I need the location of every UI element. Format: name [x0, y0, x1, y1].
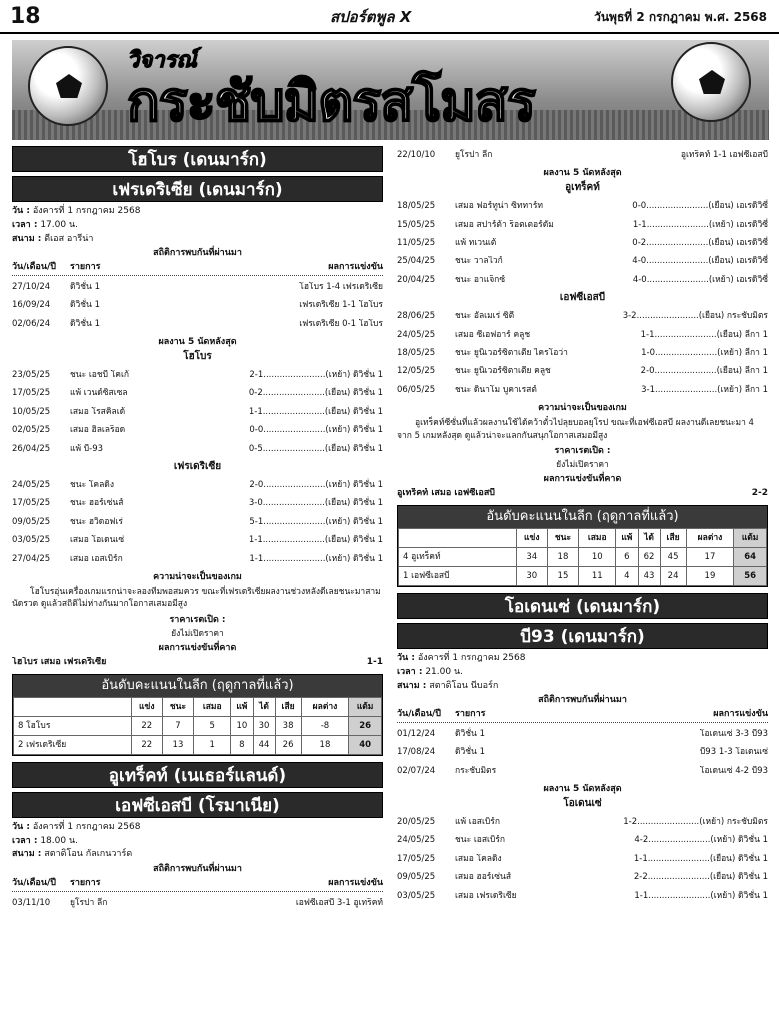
predict-title: ผลการแข่งขันที่คาด [543, 474, 622, 485]
match-venue: สนาม : สตาดิโอน กัลเกนวาร์ด [12, 849, 133, 860]
home-form-title: โอเดนเซ่ [563, 797, 602, 809]
analysis-text: อูเทร็คท์ซีซั่นที่แล้วผลงานใช้ได้คว้าตั๋วไปลุยบอลยุโรป ขณะที่เอฟซีเอสบี ผลงานดีเลยชนะมา 4 จาก 5 เกมหลังสุด ดูแล้วน่าจะแลกกันสนุกโอกาสเสมอมีสูง [397, 417, 754, 441]
away-team-bar: บี93 (เดนมาร์ก) [397, 623, 768, 649]
odds-title: ราคาเรตเปิด : [169, 615, 226, 626]
league-table [397, 505, 768, 587]
h2h-row: 27/10/24 ดิวิชั่น 1 โฮโบร 1-4 เฟรเดริเซีย [12, 282, 383, 293]
league-table-row: 8 โฮโบร 22 7 5 10 30 38 -8 26 [14, 716, 382, 735]
left-column [12, 146, 383, 912]
h2h-row: 01/12/24 ดิวิชั่น 1 โอเดนเซ่ 3-3 บี93 [397, 729, 768, 740]
form-row: 18/05/25 ชนะ ยูนิเวอร์ซิตาเตีย ไครโอว่า 1-0.......................(เหย้า) ลีกา 1 [397, 348, 768, 359]
form-row: 27/04/25 เสมอ เอสเบิร์ก 1-1.......................(เหย้า) ดิวิชั่น 1 [12, 553, 383, 564]
home-team-bar: โฮโบร (เดนมาร์ก) [12, 146, 383, 172]
form-row: 17/05/25 เสมอ โคลดิ้ง 1-1.......................(เยือน) ดิวิชั่น 1 [397, 853, 768, 864]
odds-title: ราคาเรตเปิด : [554, 446, 611, 457]
h2h-title: สถิติการพบกันที่ผ่านมา [153, 864, 242, 875]
form-row: 03/05/25 เสมอ โอเดนเซ่ 1-1.......................(เยือน) ดิวิชั่น 1 [12, 535, 383, 546]
h2h-title: สถิติการพบกันที่ผ่านมา [538, 695, 627, 706]
h2h-header: วัน/เดือน/ปี รายการ ผลการแข่งขัน [397, 709, 768, 723]
analysis-title: ความน่าจะเป็นของเกม [153, 571, 242, 582]
h2h-row: 02/07/24 กระชับมิตร โอเดนเซ่ 4-2 บี93 [397, 765, 768, 776]
match-day: วัน : อังคารที่ 1 กรกฎาคม 2568 [12, 206, 141, 216]
form-row: 17/05/25 แพ้ เวนด์ซิสเซล 0-2.......................(เยือน) ดิวิชั่น 1 [12, 388, 383, 399]
predict-title: ผลการแข่งขันที่คาด [158, 643, 237, 654]
home-form-title: อูเทร็คท์ [565, 182, 600, 194]
match-time: เวลา : 17.00 น. [12, 219, 78, 230]
form-row: 20/05/25 แพ้ เอสเบิร์ก 1-2.......................(เหย้า) กระชับมิตร [397, 817, 768, 828]
h2h-header: วัน/เดือน/ปี รายการ ผลการแข่งขัน [12, 878, 383, 892]
page-number: 18 [10, 4, 41, 29]
h2h-header: วัน/เดือน/ปี รายการ ผลการแข่งขัน [12, 262, 383, 276]
form-row: 24/05/25 เสมอ ซีเอฟอาร์ คลูช 1-1.......................(เยือน) ลีกา 1 [397, 329, 768, 340]
home-team-bar: โอเดนเซ่ (เดนมาร์ก) [397, 593, 768, 619]
brand-logo: สปอร์ตพูล X [330, 8, 412, 26]
league-table-row: 2 เฟรเดริเซีย 22 13 1 8 44 26 18 40 [14, 735, 382, 754]
soccer-ball-icon [28, 46, 108, 126]
form-row: 26/04/25 แพ้ บี-93 0-5.......................(เยือน) ดิวิชั่น 1 [12, 443, 383, 454]
h2h-row: 16/09/24 ดิวิชั่น 1 เฟรเดริเซีย 1-1 โฮโบร [12, 300, 383, 311]
away-team-bar: เฟรเดริเซีย (เดนมาร์ก) [12, 176, 383, 202]
form-row: 02/05/25 เสมอ ฮิลเลร็อด 0-0.......................(เหย้า) ดิวิชั่น 1 [12, 425, 383, 436]
match-time: เวลา : 18.00 น. [12, 835, 78, 846]
soccer-ball-icon [671, 42, 751, 122]
form-row: 09/05/25 เสมอ ฮอร์เซ่นส์ 2-2.......................(เยือน) ดิวิชั่น 1 [397, 872, 768, 883]
form-row: 11/05/25 แพ้ ทเวนเต้ 0-2.......................(เยือน) เอเรดิวิซี่ [397, 238, 768, 249]
form-row: 17/05/25 ชนะ ฮอร์เซ่นส์ 3-0.......................(เยือน) ดิวิชั่น 1 [12, 498, 383, 509]
match-day: วัน : อังคารที่ 1 กรกฎาคม 2568 [397, 652, 526, 663]
banner-kicker: วิจารณ์ [127, 48, 197, 73]
odds-value: ยังไม่เปิดราคา [171, 628, 224, 639]
form-row: 20/04/25 ชนะ อาแจ็กซ์ 4-0.......................(เหย้า) เอเรดิวิซี่ [397, 274, 768, 285]
h2h-row: 03/11/10 ยูโรปา ลีก เอฟซีเอสบี 3-1 อูเทร็คท์ [12, 897, 383, 908]
form-title: ผลงาน 5 นัดหลังสุด [543, 784, 622, 795]
analysis-title: ความน่าจะเป็นของเกม [538, 403, 627, 414]
odds-value: ยังไม่เปิดราคา [556, 460, 609, 471]
home-team-bar: อูเทร็คท์ (เนเธอร์แลนด์) [12, 762, 383, 788]
league-table-title: อันดับคะแนนในลีก (ฤดูกาลที่แล้ว) [13, 675, 382, 697]
section-banner [12, 40, 769, 140]
form-title: ผลงาน 5 นัดหลังสุด [543, 168, 622, 179]
form-row: 18/05/25 เสมอ ฟอร์ทูน่า ซิททาร์ท 0-0.......................(เยือน) เอเรดิวิซี่ [397, 201, 768, 212]
banner-headline: กระชับมิตรสโมสร [127, 70, 535, 133]
form-row: 23/05/25 ชนะ เอชบี โคเก้ 2-1.......................(เหย้า) ดิวิชั่น 1 [12, 370, 383, 381]
h2h-row: 02/06/24 ดิวิชั่น 1 เฟรเดริเซีย 0-1 โฮโบร [12, 318, 383, 329]
form-row: 25/04/25 ชนะ วาลไวก์ 4-0.......................(เยือน) เอเรดิวิซี่ [397, 256, 768, 267]
form-row: 09/05/25 ชนะ ฮวิดอฟเร่ 5-1.......................(เหย้า) ดิวิชั่น 1 [12, 516, 383, 527]
league-table [12, 674, 383, 756]
away-team-bar: เอฟซีเอสบี (โรมาเนีย) [12, 792, 383, 818]
form-row: 10/05/25 เสมอ โรสคิลเด้ 1-1.......................(เยือน) ดิวิชั่น 1 [12, 406, 383, 417]
form-row: 28/06/25 ชนะ อัลเมเร่ ซิตี้ 3-2.......................(เยือน) กระชับมิตร [397, 311, 768, 322]
prediction: โฮโบร เสมอ เฟรเดริเซีย 1-1 [12, 656, 383, 667]
issue-date: วันพุธที่ 2 กรกฎาคม พ.ศ. 2568 [594, 10, 767, 24]
away-form-title: เอฟซีเอสบี [559, 292, 606, 304]
match-day: วัน : อังคารที่ 1 กรกฎาคม 2568 [12, 821, 141, 832]
right-column [397, 146, 768, 905]
form-row: 15/05/25 เสมอ สปาร์ต้า ร็อตเตอร์ดัม 1-1.......................(เหย้า) เอเรดิวิซี่ [397, 219, 768, 230]
analysis-text: โฮโบรอุ่นเครื่องเกมแรกน่าจะลองทีมพอสมควร ขณะที่เฟรเดริเซียผลงานช่วงหลังดีเลยชนะมาสามนัดรวด ดูแล้วสถิติไม่ห่างกันมากโอกาสเสมอมีสูง [12, 586, 381, 610]
form-row: 06/05/25 ชนะ ดินาโม บูคาเรสต์ 3-1.......................(เหย้า) ลีกา 1 [397, 384, 768, 395]
form-row: 24/05/25 ชนะ เอสเบิร์ก 4-2.......................(เหย้า) ดิวิชั่น 1 [397, 835, 768, 846]
page-header [0, 0, 779, 34]
league-table-header: แข่ง ชนะ เสมอ แพ้ ได้ เสีย ผลต่าง แต้ม [14, 697, 382, 716]
form-row: 03/05/25 เสมอ เฟรเดริเซีย 1-1.......................(เหย้า) ดิวิชั่น 1 [397, 890, 768, 901]
league-table-header: แข่ง ชนะ เสมอ แพ้ ได้ เสีย ผลต่าง แต้ม [399, 528, 767, 547]
league-table-row: 1 เอฟซีเอสบี 30 15 11 4 43 24 19 56 [399, 566, 767, 585]
h2h-row: 17/08/24 ดิวิชั่น 1 บี93 1-3 โอเดนเซ่ [397, 747, 768, 758]
away-form-title: เฟรเดริเซีย [173, 460, 222, 472]
match-venue: สนาม : ดีเอส อารีน่า [12, 233, 94, 244]
match-time: เวลา : 21.00 น. [397, 666, 463, 677]
match-venue: สนาม : สตาดิโอน นีบอร์ก [397, 680, 499, 691]
h2h-title: สถิติการพบกันที่ผ่านมา [153, 248, 242, 259]
league-table-row: 4 อูเทร็คท์ 34 18 10 6 62 45 17 64 [399, 547, 767, 566]
form-row: 24/05/25 ชนะ โคลดิ้ง 2-0.......................(เหย้า) ดิวิชั่น 1 [12, 480, 383, 490]
home-form-title: โฮโบร [183, 350, 212, 362]
league-table-title: อันดับคะแนนในลีก (ฤดูกาลที่แล้ว) [398, 506, 767, 528]
h2h-row: 22/10/10 ยูโรปา ลีก อูเทร็คท์ 1-1 เอฟซีเอสบี [397, 150, 768, 161]
form-row: 12/05/25 ชนะ ยูนิเวอร์ซิตาเตีย คลูช 2-0.......................(เยือน) ลีกา 1 [397, 366, 768, 377]
form-title: ผลงาน 5 นัดหลังสุด [158, 337, 237, 348]
prediction: อูเทร็คท์ เสมอ เอฟซีเอสบี 2-2 [397, 488, 768, 499]
